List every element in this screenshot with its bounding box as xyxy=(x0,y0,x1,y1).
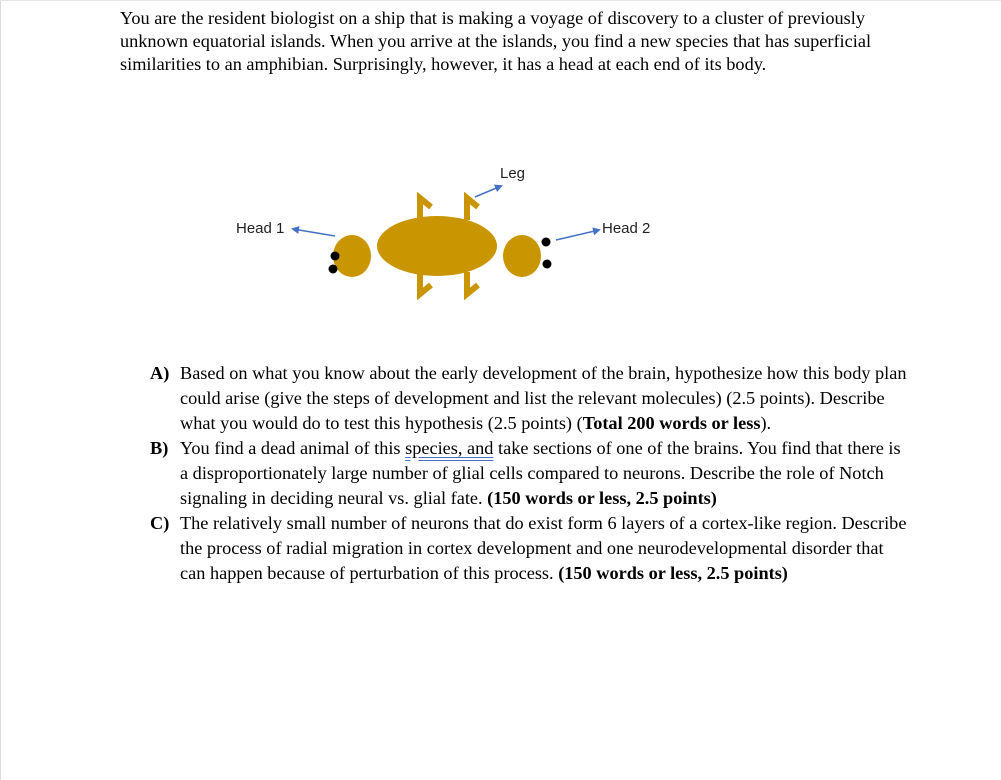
intro-paragraph: You are the resident biologist on a ship that is making a voyage of discovery to a cluster of previously unknown equatorial islands. When you arrive at the islands, you find a new species that has superficial similarities to an amphibian. Surprisingly, however, it has a head at each end of its body. xyxy=(120,8,872,74)
question-b-pre: You find a dead animal of this xyxy=(180,438,406,458)
creature-diagram xyxy=(225,160,665,330)
page-top-border xyxy=(0,0,1001,1)
question-a-marker: A) xyxy=(150,363,170,383)
leg-top-right xyxy=(467,198,478,220)
label-head-2: Head 2 xyxy=(602,220,651,237)
arrow-leg xyxy=(475,186,501,197)
question-a-text: Based on what you know about the early development of the brain, hypothesize how this body plan could arise (give the steps of development and list the relevant molecules) (2.5 points). Describe what you would do to test this hypothesis (2.5 points) ( xyxy=(180,363,907,433)
question-b-marker: B) xyxy=(150,438,169,458)
question-list xyxy=(150,361,910,586)
two-headed-creature-figure xyxy=(225,160,665,330)
question-b xyxy=(150,436,910,511)
page-left-border xyxy=(0,0,1,780)
question-a xyxy=(150,361,910,436)
arrow-head-2 xyxy=(556,230,599,240)
arrow-head-1 xyxy=(293,229,335,236)
body xyxy=(377,216,497,276)
question-a-word-limit: Total 200 words or less xyxy=(582,413,761,433)
question-a-tail: ). xyxy=(760,413,772,433)
question-b-word-limit: (150 words or less, 2.5 points) xyxy=(487,488,717,508)
question-b-post: take sections of one of the brains. You find that there is a disproportionately large number of glial cells compared to neurons. Describe the role of Notch signaling in deciding neural vs. glial fate. xyxy=(180,438,901,508)
question-c xyxy=(150,511,910,586)
question-c-marker: C) xyxy=(150,513,170,533)
question-c-text: The relatively small number of neurons that do exist form 6 layers of a cortex-like region. Describe the process of radial migration in cortex development and one neurodevelopmental disorder that can happen because of perturbation of this process. xyxy=(180,513,907,583)
question-b-grammar-flag: species, and xyxy=(405,438,494,458)
head-2 xyxy=(503,235,541,277)
eye-head-1-top xyxy=(331,252,340,261)
question-c-word-limit: (150 words or less, 2.5 points) xyxy=(558,563,788,583)
eye-head-2-bottom xyxy=(543,260,552,269)
label-leg: Leg xyxy=(500,165,526,182)
leg-bottom-right xyxy=(467,272,478,294)
eye-head-1-bottom xyxy=(329,265,338,274)
eye-head-2-top xyxy=(542,238,551,247)
label-head-1: Head 1 xyxy=(236,220,285,237)
